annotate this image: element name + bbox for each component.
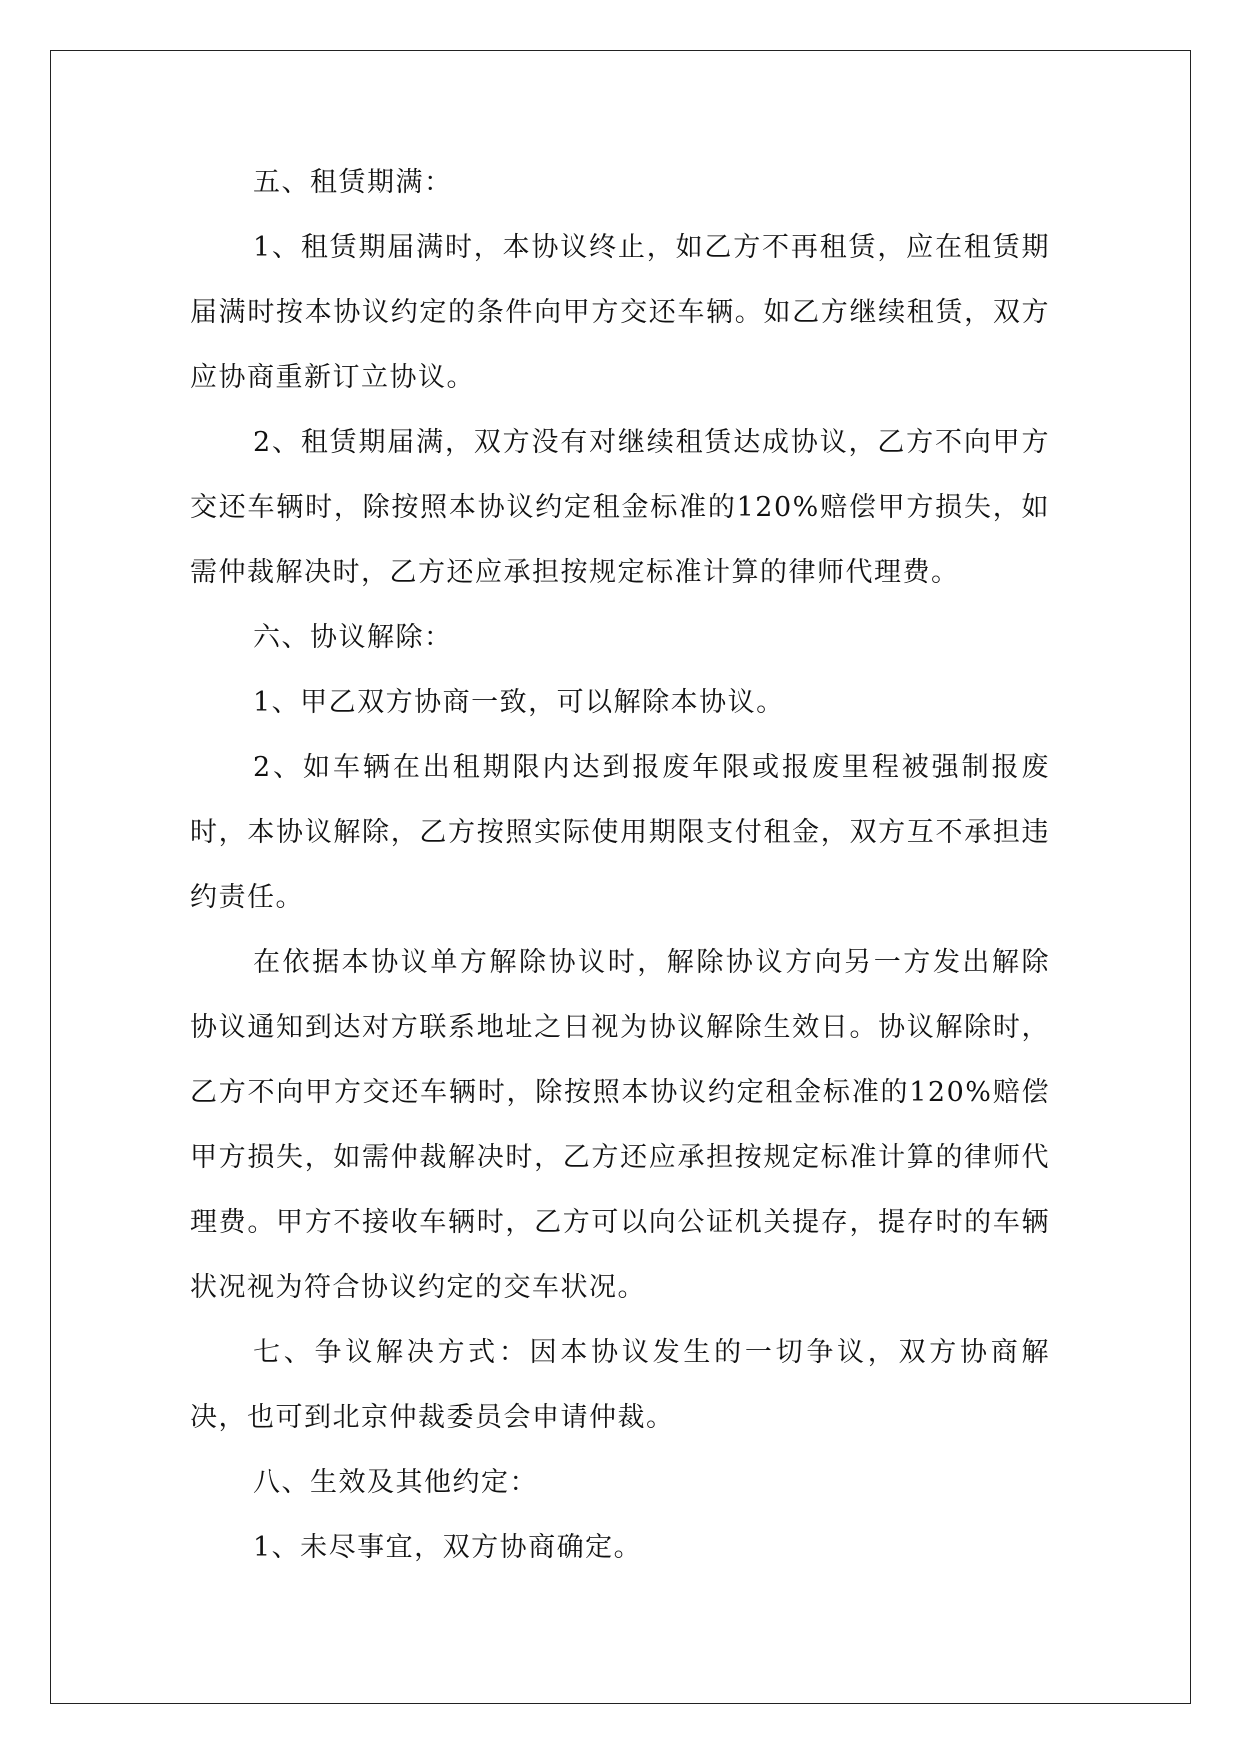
document-body — [190, 150, 1050, 1580]
section-7: 七、争议解决方式：因本协议发生的一切争议，双方协商解决，也可到北京仲裁委员会申请仲裁。 — [190, 1337, 1050, 1433]
section-6-heading: 六、协议解除： — [253, 622, 453, 653]
section-8-heading: 八、生效及其他约定： — [253, 1467, 538, 1498]
section-6-note: 在依据本协议单方解除协议时，解除协议方向另一方发出解除协议通知到达对方联系地址之日视为协议解除生效日。协议解除时，乙方不向甲方交还车辆时，除按照本协议约定租金标准的120%赔偿甲方损失，如需仲裁解决时，乙方还应承担按规定标准计算的律师代理费。甲方不接收车辆时，乙方可以向公证机关提存，提存时的车辆状况视为符合协议约定的交车状况。 — [190, 947, 1050, 1303]
section-5-item-2: 2、租赁期届满，双方没有对继续租赁达成协议，乙方不向甲方交还车辆时，除按照本协议约定租金标准的120%赔偿甲方损失，如需仲裁解决时，乙方还应承担按规定标准计算的律师代理费。 — [190, 427, 1050, 588]
section-5-heading: 五、租赁期满： — [253, 167, 453, 198]
section-6-item-2: 2、如车辆在出租期限内达到报废年限或报废里程被强制报废时，本协议解除，乙方按照实际使用期限支付租金，双方互不承担违约责任。 — [190, 752, 1050, 913]
section-6-item-1: 1、甲乙双方协商一致，可以解除本协议。 — [253, 687, 785, 718]
section-8-item-1: 1、未尽事宜，双方协商确定。 — [253, 1532, 643, 1563]
section-5-item-1: 1、租赁期届满时，本协议终止，如乙方不再租赁，应在租赁期届满时按本协议约定的条件向甲方交还车辆。如乙方继续租赁，双方应协商重新订立协议。 — [190, 232, 1050, 393]
